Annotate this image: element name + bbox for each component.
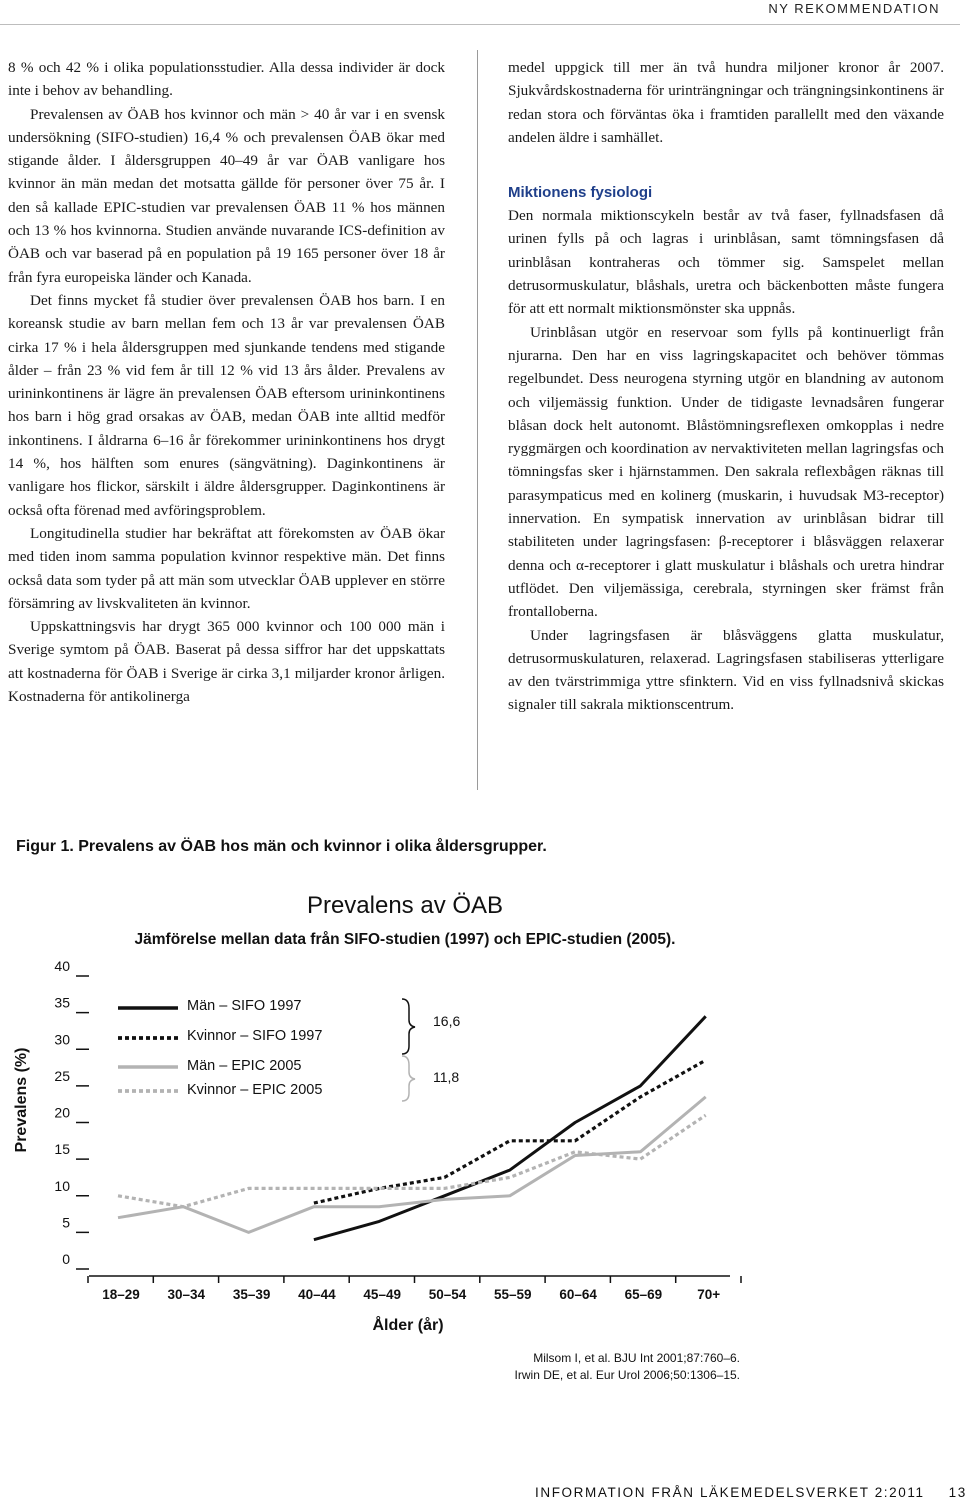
legend-label: Kvinnor – SIFO 1997: [187, 1028, 323, 1044]
chart-subtitle: Jämförelse mellan data från SIFO-studien (1997) och EPIC-studien (2005).: [134, 931, 676, 948]
legend-label: Män – EPIC 2005: [187, 1058, 302, 1074]
x-axis: [88, 1276, 741, 1302]
x-tick-label: 18–29: [102, 1287, 140, 1302]
series-line: [118, 1115, 706, 1207]
y-tick-label: 5: [62, 1214, 70, 1231]
series-layer: [118, 1016, 706, 1239]
x-axis-label: Ålder (år): [372, 1317, 444, 1334]
body-paragraph: Den normala miktionscykeln består av två faser, fyllnadsfasen då urinen fylls på och lagras i urinblåsan, samt tömningsfasen då urinblåsan kontraheras och tömmer sig. Samspelet mellan detrusormuskulatur, blåshals, uretra och bäckenbotten måste fungera för att ett normalt miktionsmönster ska uppnås.: [508, 207, 944, 318]
x-tick-label: 60–64: [559, 1287, 597, 1302]
chart-title: Prevalens av ÖAB: [306, 892, 504, 919]
legend-label: Män – SIFO 1997: [187, 998, 302, 1014]
references: [515, 1350, 740, 1384]
x-tick-label: 65–69: [624, 1287, 663, 1302]
legend-label: Kvinnor – EPIC 2005: [187, 1082, 323, 1098]
legend-annotation: 11,8: [433, 1069, 460, 1085]
brace-icon: [402, 999, 415, 1054]
legend-annotation: 16,6: [433, 1013, 461, 1029]
section-tag: NY REKOMMENDATION: [768, 1, 940, 16]
body-paragraph: Uppskattningsvis har drygt 365 000 kvinnor och 100 000 män i Sverige symtom på ÖAB. Baserat på dessa siffror har det uppskattats att kostnaderna för ÖAB i Sverige är cirka 3,1 miljarder kronor årligen. Kostnaderna för antikolinerga: [8, 618, 445, 706]
brace-icon: [402, 1056, 415, 1101]
x-tick-label: 70+: [697, 1287, 721, 1302]
x-tick-label: 40–44: [298, 1287, 336, 1302]
prevalence-line-chart: [0, 870, 960, 1340]
y-tick-label: 15: [54, 1141, 70, 1158]
series-line: [314, 1060, 706, 1203]
series-line: [118, 1097, 706, 1233]
x-tick-label: 55–59: [494, 1287, 532, 1302]
body-paragraph: Det finns mycket få studier över prevalensen ÖAB hos barn. I en koreansk studie av barn mellan fem och 13 år var prevalensen ÖAB cirka 17 % i hela åldersgruppen med sjunkande tendens med stigande ålder – från 23 % vid fem år till 12 % vid 13 års ålder. Prevalens av urininkontinens är lägre än prevalensen ÖAB eftersom urininkontinens hos barn i hög grad orsakas av ÖAB, medan ÖAB inte alltid medför inkontinens. I åldrarna 6–16 år förekommer urininkontinens hos drygt 14 %, hos hälften som enures (sängvätning). Daginkontinens är vanligare hos flickor, särskilt i äldre åldersgrupper. Daginkontinens är också ofta förenad med avföringsproblem.: [8, 291, 445, 519]
chart-legend: [118, 998, 460, 1101]
y-tick-label: 0: [62, 1251, 70, 1267]
column-divider: [477, 50, 478, 790]
body-paragraph: Longitudinella studier har bekräftat att förekomsten av ÖAB ökar med tiden inom samma population kvinnor respektive män. Det finns också data som tyder på att män som utvecklar ÖAB upplever en större försämring av livskvaliteten än kvinnor.: [8, 524, 445, 612]
page-footer: [535, 1485, 967, 1500]
y-axis: [54, 958, 89, 1269]
page-number: 13: [948, 1485, 967, 1500]
section-heading: Miktionens fysiologi: [508, 184, 653, 202]
x-tick-label: 30–34: [167, 1287, 206, 1302]
x-tick-label: 45–49: [363, 1287, 401, 1302]
publication-name: INFORMATION FRÅN LÄKEMEDELSVERKET 2:2011: [535, 1485, 925, 1500]
y-tick-label: 20: [54, 1104, 70, 1121]
x-tick-label: 35–39: [232, 1287, 271, 1302]
header-divider: [0, 24, 960, 25]
figure-caption: Figur 1. Prevalens av ÖAB hos män och kvinnor i olika åldersgrupper.: [16, 838, 547, 855]
body-paragraph: medel uppgick till mer än två hundra miljoner kronor år 2007. Sjukvårdskostnaderna för urinträngningar och trängningsinkontinens är redan stora och förväntas öka i framtiden parallellt med den växande andelen äldre i samhället.: [508, 59, 944, 146]
y-tick-label: 25: [54, 1067, 70, 1084]
body-paragraph: Urinblåsan utgör en reservoar som fylls på kontinuerligt från njurarna. Den har en viss lagringskapacitet och behöver tömmas regelbundet. Dess neurogena styrning utgör en blandning av autonom och viljemässig funktion. Under de tidigaste levnadsåren fungerar blåsan dock helt autonomt. Blåstömningsreflexen omkopplas i nedre ryggmärgen och koordination av nervaktiviteten mellan lagringsfas och tömningsfas sker i hjärnstammen. Den sakrala reflexbågen räknas till parasympaticus med en kolinerg (muskarin, i huvudsak M3-receptor) innervation. En sympatisk innervation av urinblåsan bidrar till stabiliteten under lagringsfasen: β-receptorer i blåsväggen relaxerar denna och α-receptorer i glatt muskulatur i blåshals och uretra hindrar utflödet. Den viljemässiga, cerebrala, styrningen sker främst från frontalloberna.: [508, 323, 944, 621]
y-tick-label: 40: [54, 958, 70, 974]
right-column: [508, 56, 944, 717]
body-paragraph: Under lagringsfasen är blåsväggens glatta muskulatur, detrusormuskulaturen, relaxerad. Lagringsfasen stabiliseras ytterligare av den tvärstrimmiga yttre sfinktern. Vid en viss fyllnadsnivå skickas signaler till sakrala miktionscentrum.: [508, 626, 944, 714]
body-paragraph: 8 % och 42 % i olika populationsstudier. Alla dessa individer är dock inte i behov av behandling.: [8, 59, 445, 100]
y-tick-label: 35: [54, 994, 70, 1011]
reference-item: Irwin DE, et al. Eur Urol 2006;50:1306–15.: [514, 1368, 740, 1382]
reference-item: Milsom I, et al. BJU Int 2001;87:760–6.: [533, 1351, 740, 1365]
left-column: [8, 56, 445, 708]
y-tick-label: 30: [54, 1031, 70, 1048]
y-tick-label: 10: [54, 1177, 70, 1194]
x-tick-label: 50–54: [428, 1287, 467, 1302]
body-paragraph: Prevalensen av ÖAB hos kvinnor och män > 40 år var i en svensk undersökning (SIFO-studien) 16,4 % och prevalensen ÖAB ökar med stigande ålder. I åldersgruppen 40–49 år var ÖAB vanligare hos kvinnor än män medan det motsatta gällde för personer över 75 år. I den så kallade EPIC-studien var prevalensen ÖAB 11 % hos männen och 13 % hos kvinnorna. Studien använde nuvarande ICS-definition av ÖAB och var baserad på en population på 19 165 personer över 18 år från fyra europeiska länder och Kanada.: [8, 105, 445, 286]
y-axis-label: Prevalens (%): [13, 1047, 30, 1153]
